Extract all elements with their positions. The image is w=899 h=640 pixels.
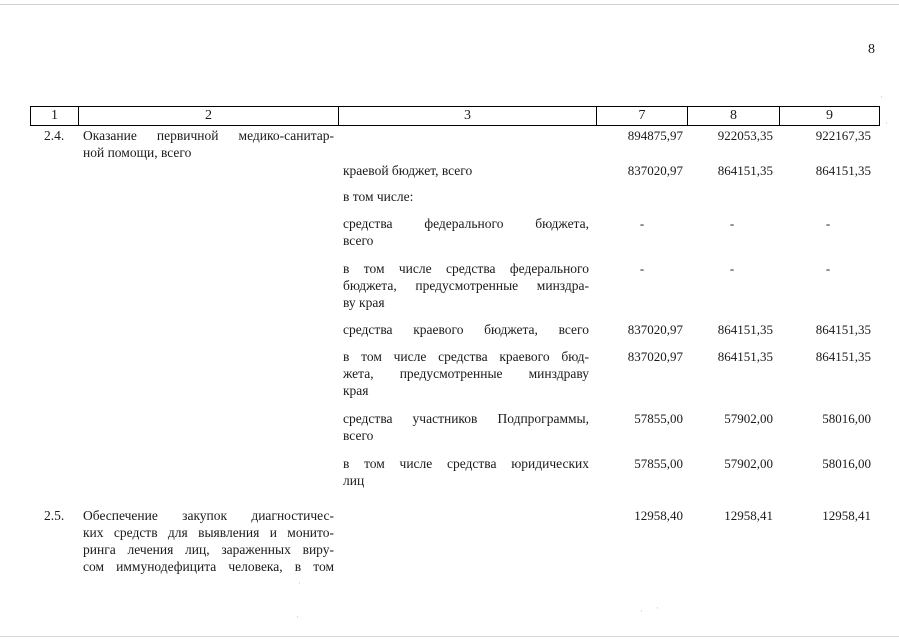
row-description-line: в том числе средства федерального bbox=[343, 261, 589, 276]
row-number: 2.5. bbox=[44, 508, 65, 523]
scan-speck: · bbox=[885, 118, 888, 128]
value-col-9: 12958,41 bbox=[822, 508, 871, 523]
value-col-9: 58016,00 bbox=[822, 411, 871, 426]
value-col-8: 864151,35 bbox=[717, 322, 773, 337]
scan-top-edge bbox=[0, 4, 899, 5]
row-title-line: Оказание первичной медико-санитар- bbox=[83, 128, 334, 143]
value-col-9: 58016,00 bbox=[822, 456, 871, 471]
row-description-line: бюджета, предусмотренные минздра- bbox=[343, 278, 589, 293]
header-col-8: 8 bbox=[688, 107, 780, 125]
value-col-8: 57902,00 bbox=[724, 411, 773, 426]
header-col-9: 9 bbox=[826, 108, 833, 123]
value-col-9: - bbox=[825, 261, 831, 276]
value-col-7: 894875,97 bbox=[627, 128, 683, 143]
row-description-line: в том числе средства краевого бюд- bbox=[343, 349, 589, 364]
row-description-line: в том числе средства юридических bbox=[343, 456, 589, 471]
scan-speck: · bbox=[296, 612, 299, 622]
row-description-line: жета, предусмотренные минздраву bbox=[343, 366, 589, 381]
value-col-9: 922167,35 bbox=[815, 128, 871, 143]
header-col-7: 7 bbox=[597, 107, 688, 125]
value-col-8: 864151,35 bbox=[717, 349, 773, 364]
row-title-line: сом иммунодефицита человека, в том bbox=[83, 559, 334, 574]
row-description-line: средства федерального бюджета, bbox=[343, 216, 589, 231]
value-col-7: - bbox=[639, 216, 645, 231]
header-col-2: 2 bbox=[79, 107, 339, 125]
scan-speck: · bbox=[640, 606, 643, 616]
value-col-7: 57855,00 bbox=[634, 411, 683, 426]
row-description-line: средства краевого бюджета, всего bbox=[343, 322, 589, 337]
row-description-line: лиц bbox=[343, 473, 365, 488]
row-title-line: ринга лечения лиц, зараженных виру- bbox=[83, 542, 334, 557]
row-description-line: краевой бюджет, всего bbox=[343, 163, 473, 178]
value-col-9: 864151,35 bbox=[815, 163, 871, 178]
row-number: 2.4. bbox=[44, 128, 65, 143]
value-col-7: 12958,40 bbox=[634, 508, 683, 523]
value-col-9: - bbox=[825, 216, 831, 231]
row-description-line: края bbox=[343, 383, 369, 398]
value-col-8: 864151,35 bbox=[717, 163, 773, 178]
scan-bottom-edge bbox=[0, 636, 899, 637]
scan-speck: · bbox=[298, 578, 301, 588]
row-title-line: ной помощи, всего bbox=[83, 145, 192, 160]
value-col-7: - bbox=[639, 261, 645, 276]
row-description-line: средства участников Подпрограммы, bbox=[343, 411, 589, 426]
value-col-7: 837020,97 bbox=[627, 322, 683, 337]
page-number: 8 bbox=[868, 42, 875, 57]
row-description-line: в том числе: bbox=[343, 189, 414, 204]
value-col-7: 57855,00 bbox=[634, 456, 683, 471]
row-title-line: Обеспечение закупок диагностичес- bbox=[83, 508, 334, 523]
header-col-1: 1 bbox=[31, 107, 79, 125]
value-col-8: - bbox=[729, 216, 735, 231]
row-description-line: ву края bbox=[343, 295, 385, 310]
value-col-8: 12958,41 bbox=[724, 508, 773, 523]
row-description-line: всего bbox=[343, 428, 374, 443]
value-col-7: 837020,97 bbox=[627, 349, 683, 364]
value-col-9: 864151,35 bbox=[815, 349, 871, 364]
scan-speck: · bbox=[656, 603, 659, 613]
value-col-9: 864151,35 bbox=[815, 322, 871, 337]
value-col-8: 57902,00 bbox=[724, 456, 773, 471]
table-header bbox=[30, 106, 880, 126]
value-col-8: - bbox=[729, 261, 735, 276]
header-col-3: 3 bbox=[339, 107, 597, 125]
row-description-line: всего bbox=[343, 233, 374, 248]
value-col-7: 837020,97 bbox=[627, 163, 683, 178]
value-col-8: 922053,35 bbox=[717, 128, 773, 143]
scan-speck: · bbox=[880, 92, 883, 102]
row-title-line: ких средств для выявления и монито- bbox=[83, 525, 334, 540]
